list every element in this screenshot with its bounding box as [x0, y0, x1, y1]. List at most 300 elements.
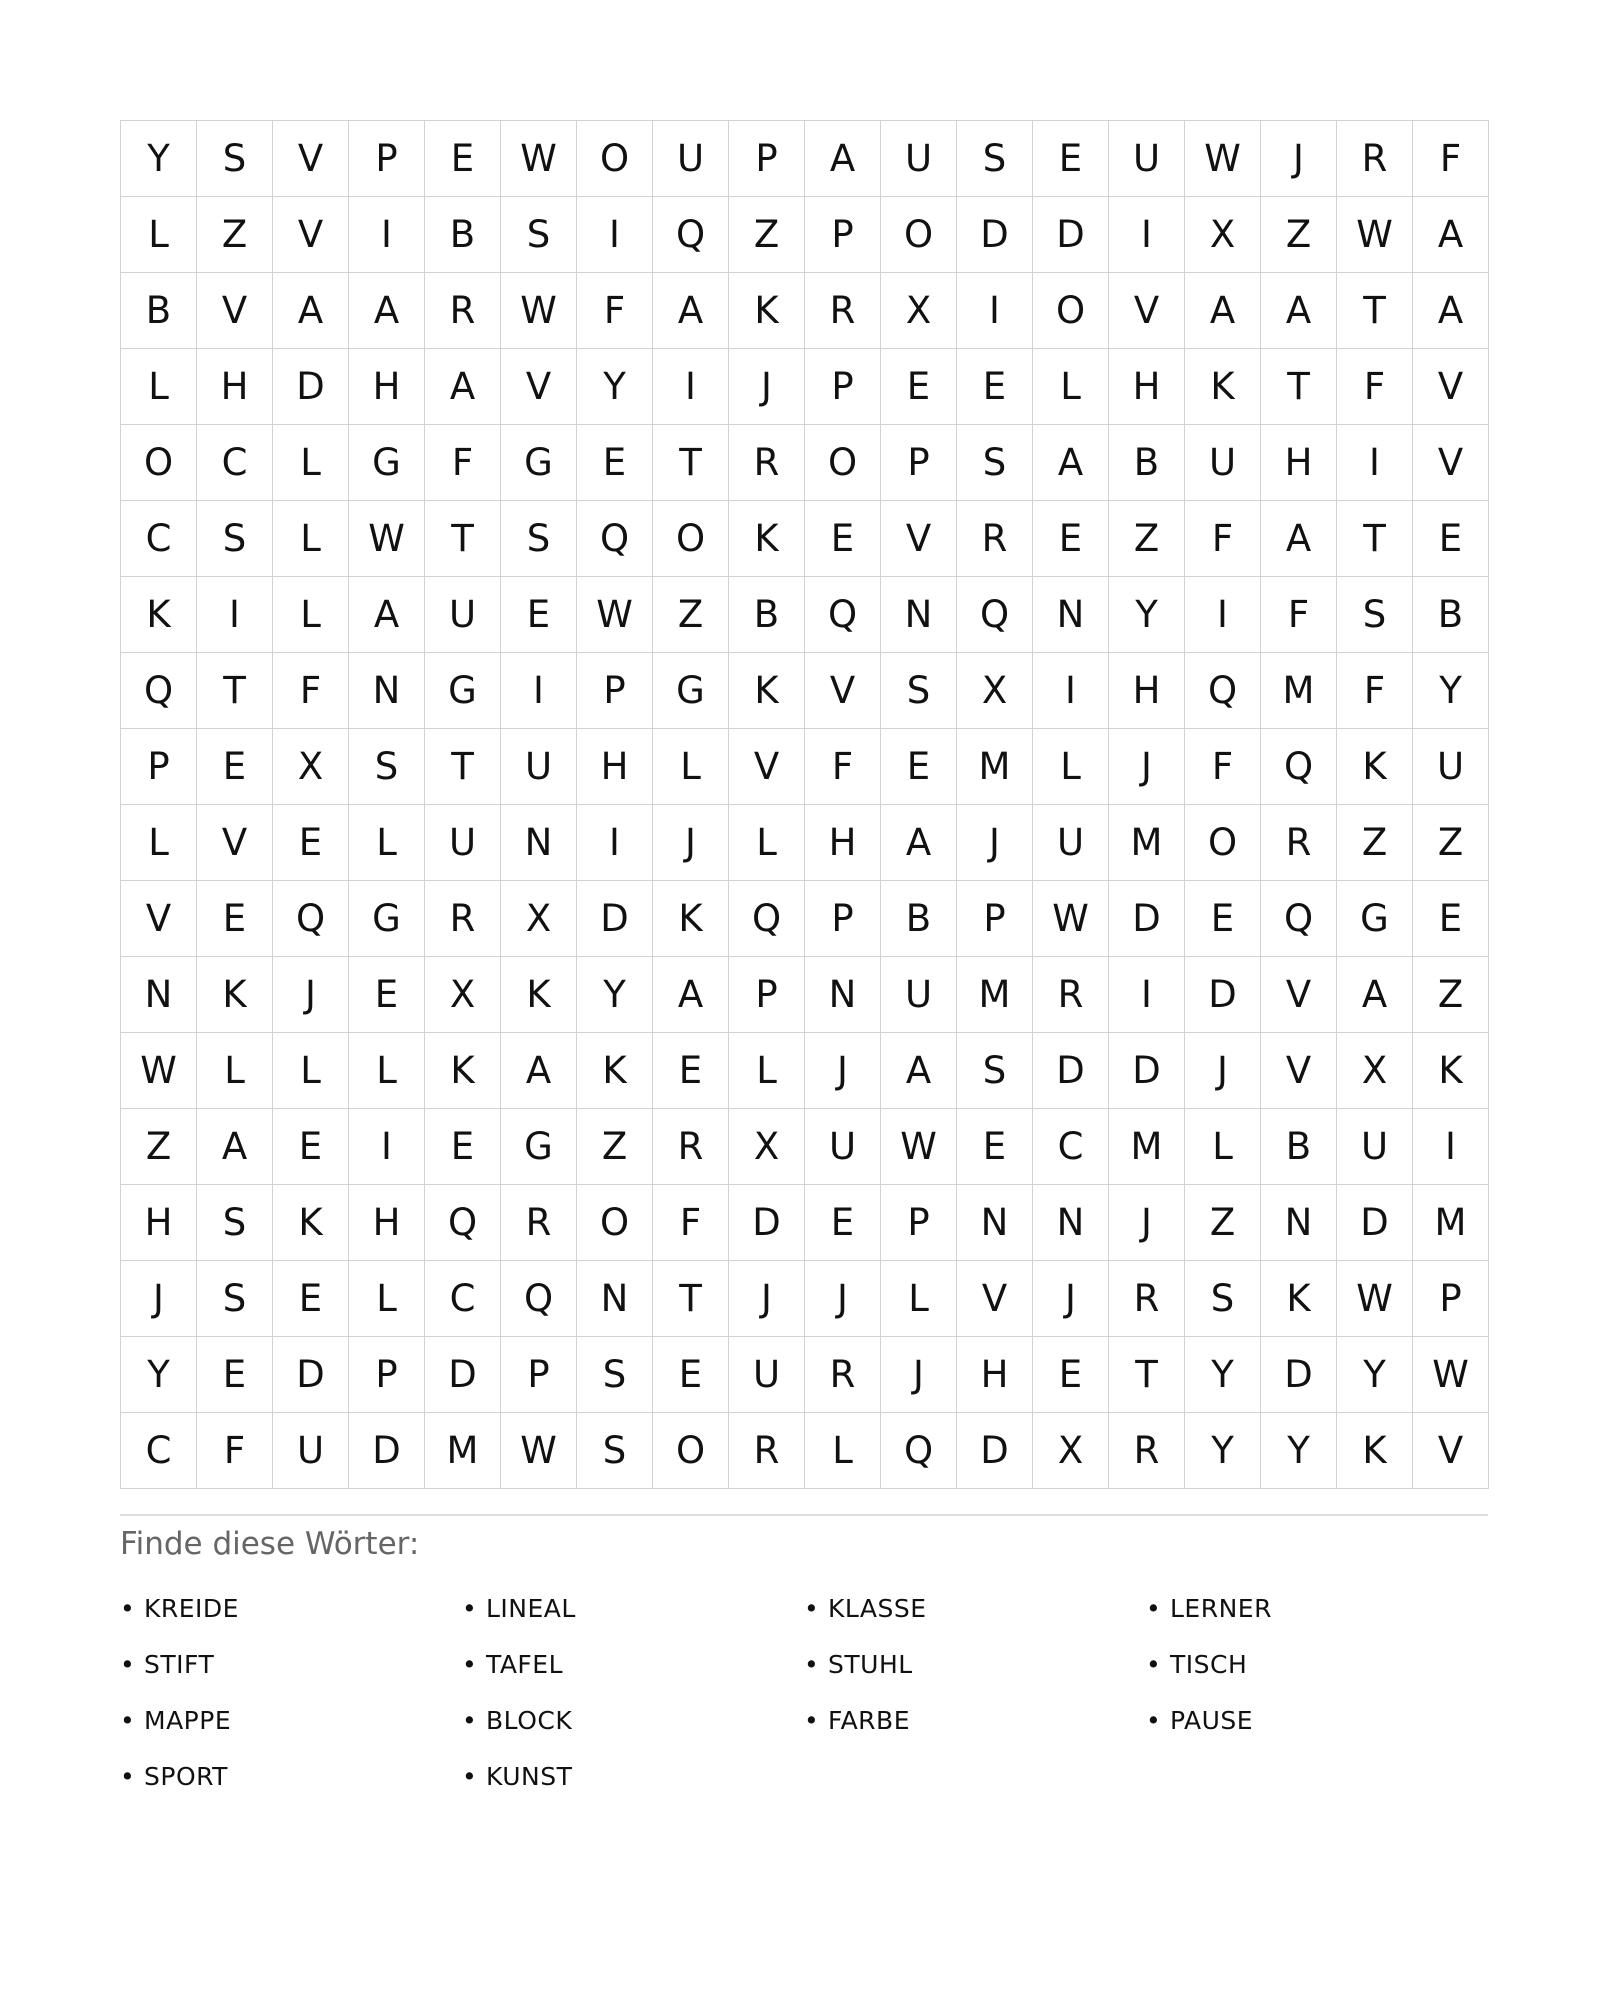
grid-cell[interactable]: D — [729, 1185, 805, 1261]
grid-cell[interactable]: Y — [121, 121, 197, 197]
grid-cell[interactable]: P — [501, 1337, 577, 1413]
grid-cell[interactable]: P — [1413, 1261, 1489, 1337]
grid-cell[interactable]: D — [1109, 881, 1185, 957]
grid-cell[interactable]: L — [1185, 1109, 1261, 1185]
grid-cell[interactable]: D — [349, 1413, 425, 1489]
grid-cell[interactable]: Q — [1185, 653, 1261, 729]
grid-cell[interactable]: B — [1413, 577, 1489, 653]
grid-cell[interactable]: W — [1337, 1261, 1413, 1337]
grid-cell[interactable]: W — [1413, 1337, 1489, 1413]
grid-cell[interactable]: D — [957, 197, 1033, 273]
grid-cell[interactable]: A — [273, 273, 349, 349]
grid-cell[interactable]: H — [1109, 349, 1185, 425]
grid-cell[interactable]: M — [425, 1413, 501, 1489]
grid-cell[interactable]: E — [273, 805, 349, 881]
grid-cell[interactable]: S — [1185, 1261, 1261, 1337]
grid-cell[interactable]: T — [653, 425, 729, 501]
grid-cell[interactable]: K — [1337, 729, 1413, 805]
grid-cell[interactable]: J — [881, 1337, 957, 1413]
grid-cell[interactable]: A — [653, 273, 729, 349]
grid-cell[interactable]: P — [805, 349, 881, 425]
grid-cell[interactable]: V — [197, 273, 273, 349]
grid-cell[interactable]: L — [805, 1413, 881, 1489]
grid-cell[interactable]: E — [881, 729, 957, 805]
grid-cell[interactable]: N — [1033, 577, 1109, 653]
grid-cell[interactable]: N — [957, 1185, 1033, 1261]
grid-cell[interactable]: E — [1413, 881, 1489, 957]
grid-cell[interactable]: R — [1109, 1413, 1185, 1489]
grid-cell[interactable]: K — [729, 273, 805, 349]
grid-cell[interactable]: R — [1033, 957, 1109, 1033]
grid-cell[interactable]: K — [197, 957, 273, 1033]
grid-cell[interactable]: H — [957, 1337, 1033, 1413]
grid-cell[interactable]: U — [1033, 805, 1109, 881]
grid-cell[interactable]: B — [1261, 1109, 1337, 1185]
grid-cell[interactable]: A — [349, 273, 425, 349]
grid-cell[interactable]: J — [729, 349, 805, 425]
grid-cell[interactable]: J — [1185, 1033, 1261, 1109]
grid-cell[interactable]: G — [653, 653, 729, 729]
grid-cell[interactable]: I — [197, 577, 273, 653]
grid-cell[interactable]: E — [653, 1337, 729, 1413]
grid-cell[interactable]: V — [273, 121, 349, 197]
grid-cell[interactable]: E — [805, 1185, 881, 1261]
grid-cell[interactable]: F — [273, 653, 349, 729]
grid-cell[interactable]: B — [121, 273, 197, 349]
grid-cell[interactable]: F — [425, 425, 501, 501]
grid-cell[interactable]: S — [957, 1033, 1033, 1109]
grid-cell[interactable]: P — [121, 729, 197, 805]
grid-cell[interactable]: Y — [121, 1337, 197, 1413]
grid-cell[interactable]: W — [1337, 197, 1413, 273]
grid-cell[interactable]: G — [501, 1109, 577, 1185]
grid-cell[interactable]: F — [1337, 653, 1413, 729]
grid-cell[interactable]: F — [197, 1413, 273, 1489]
grid-cell[interactable]: V — [729, 729, 805, 805]
grid-cell[interactable]: A — [1413, 273, 1489, 349]
grid-cell[interactable]: H — [1261, 425, 1337, 501]
grid-cell[interactable]: M — [957, 729, 1033, 805]
grid-cell[interactable]: S — [197, 121, 273, 197]
grid-cell[interactable]: U — [501, 729, 577, 805]
grid-cell[interactable]: I — [349, 197, 425, 273]
grid-cell[interactable]: B — [1109, 425, 1185, 501]
grid-cell[interactable]: U — [1413, 729, 1489, 805]
grid-cell[interactable]: X — [501, 881, 577, 957]
grid-cell[interactable]: J — [1109, 1185, 1185, 1261]
grid-cell[interactable]: G — [501, 425, 577, 501]
grid-cell[interactable]: I — [1413, 1109, 1489, 1185]
grid-cell[interactable]: A — [653, 957, 729, 1033]
grid-cell[interactable]: H — [349, 1185, 425, 1261]
grid-cell[interactable]: W — [501, 1413, 577, 1489]
grid-cell[interactable]: Y — [577, 957, 653, 1033]
grid-cell[interactable]: Z — [1337, 805, 1413, 881]
grid-cell[interactable]: J — [805, 1261, 881, 1337]
grid-cell[interactable]: Q — [1261, 729, 1337, 805]
grid-cell[interactable]: R — [729, 425, 805, 501]
grid-cell[interactable]: S — [577, 1413, 653, 1489]
grid-cell[interactable]: P — [729, 957, 805, 1033]
grid-cell[interactable]: U — [425, 805, 501, 881]
grid-cell[interactable]: D — [273, 1337, 349, 1413]
grid-cell[interactable]: S — [197, 1261, 273, 1337]
grid-cell[interactable]: G — [349, 881, 425, 957]
grid-cell[interactable]: U — [653, 121, 729, 197]
grid-cell[interactable]: R — [957, 501, 1033, 577]
grid-cell[interactable]: V — [957, 1261, 1033, 1337]
grid-cell[interactable]: K — [273, 1185, 349, 1261]
grid-cell[interactable]: L — [121, 349, 197, 425]
grid-cell[interactable]: N — [349, 653, 425, 729]
grid-cell[interactable]: P — [881, 1185, 957, 1261]
grid-cell[interactable]: L — [273, 1033, 349, 1109]
grid-cell[interactable]: L — [653, 729, 729, 805]
grid-cell[interactable]: R — [425, 273, 501, 349]
grid-cell[interactable]: E — [273, 1109, 349, 1185]
grid-cell[interactable]: P — [805, 197, 881, 273]
grid-cell[interactable]: E — [197, 729, 273, 805]
grid-cell[interactable]: K — [1413, 1033, 1489, 1109]
grid-cell[interactable]: V — [881, 501, 957, 577]
grid-cell[interactable]: L — [197, 1033, 273, 1109]
grid-cell[interactable]: S — [501, 197, 577, 273]
grid-cell[interactable]: O — [577, 121, 653, 197]
grid-cell[interactable]: Z — [197, 197, 273, 273]
grid-cell[interactable]: P — [577, 653, 653, 729]
grid-cell[interactable]: V — [805, 653, 881, 729]
grid-cell[interactable]: Y — [1413, 653, 1489, 729]
grid-cell[interactable]: N — [805, 957, 881, 1033]
grid-cell[interactable]: S — [1337, 577, 1413, 653]
grid-cell[interactable]: D — [1185, 957, 1261, 1033]
grid-cell[interactable]: G — [425, 653, 501, 729]
grid-cell[interactable]: V — [121, 881, 197, 957]
grid-cell[interactable]: R — [501, 1185, 577, 1261]
grid-cell[interactable]: O — [653, 1413, 729, 1489]
grid-cell[interactable]: R — [653, 1109, 729, 1185]
grid-cell[interactable]: R — [1261, 805, 1337, 881]
grid-cell[interactable]: I — [1109, 957, 1185, 1033]
grid-cell[interactable]: N — [881, 577, 957, 653]
grid-cell[interactable]: A — [1185, 273, 1261, 349]
grid-cell[interactable]: F — [577, 273, 653, 349]
grid-cell[interactable]: X — [273, 729, 349, 805]
grid-cell[interactable]: W — [1033, 881, 1109, 957]
grid-cell[interactable]: K — [729, 501, 805, 577]
grid-cell[interactable]: L — [349, 1033, 425, 1109]
grid-cell[interactable]: F — [1185, 501, 1261, 577]
grid-cell[interactable]: W — [881, 1109, 957, 1185]
grid-cell[interactable]: Q — [1261, 881, 1337, 957]
grid-cell[interactable]: Q — [121, 653, 197, 729]
grid-cell[interactable]: F — [1261, 577, 1337, 653]
grid-cell[interactable]: P — [729, 121, 805, 197]
grid-cell[interactable]: Y — [1109, 577, 1185, 653]
grid-cell[interactable]: J — [653, 805, 729, 881]
grid-cell[interactable]: C — [425, 1261, 501, 1337]
grid-cell[interactable]: N — [577, 1261, 653, 1337]
grid-cell[interactable]: E — [653, 1033, 729, 1109]
grid-cell[interactable]: Y — [1261, 1413, 1337, 1489]
grid-cell[interactable]: L — [881, 1261, 957, 1337]
grid-cell[interactable]: S — [197, 501, 273, 577]
grid-cell[interactable]: W — [577, 577, 653, 653]
grid-cell[interactable]: N — [1033, 1185, 1109, 1261]
grid-cell[interactable]: F — [1413, 121, 1489, 197]
grid-cell[interactable]: V — [1413, 1413, 1489, 1489]
grid-cell[interactable]: U — [273, 1413, 349, 1489]
grid-cell[interactable]: A — [197, 1109, 273, 1185]
grid-cell[interactable]: Y — [1185, 1413, 1261, 1489]
grid-cell[interactable]: R — [1109, 1261, 1185, 1337]
grid-cell[interactable]: E — [273, 1261, 349, 1337]
grid-cell[interactable]: K — [1185, 349, 1261, 425]
grid-cell[interactable]: S — [501, 501, 577, 577]
grid-cell[interactable]: N — [1261, 1185, 1337, 1261]
grid-cell[interactable]: Z — [577, 1109, 653, 1185]
grid-cell[interactable]: J — [729, 1261, 805, 1337]
grid-cell[interactable]: H — [197, 349, 273, 425]
grid-cell[interactable]: E — [501, 577, 577, 653]
grid-cell[interactable]: Q — [729, 881, 805, 957]
grid-cell[interactable]: L — [273, 425, 349, 501]
grid-cell[interactable]: P — [349, 1337, 425, 1413]
grid-cell[interactable]: B — [729, 577, 805, 653]
grid-cell[interactable]: L — [273, 577, 349, 653]
grid-cell[interactable]: M — [1109, 805, 1185, 881]
grid-cell[interactable]: Y — [1185, 1337, 1261, 1413]
grid-cell[interactable]: P — [805, 881, 881, 957]
grid-cell[interactable]: T — [1261, 349, 1337, 425]
grid-cell[interactable]: G — [1337, 881, 1413, 957]
grid-cell[interactable]: F — [653, 1185, 729, 1261]
grid-cell[interactable]: L — [121, 805, 197, 881]
grid-cell[interactable]: E — [1033, 1337, 1109, 1413]
grid-cell[interactable]: X — [957, 653, 1033, 729]
grid-cell[interactable]: U — [1109, 121, 1185, 197]
grid-cell[interactable]: U — [881, 957, 957, 1033]
grid-cell[interactable]: Q — [805, 577, 881, 653]
grid-cell[interactable]: Q — [881, 1413, 957, 1489]
grid-cell[interactable]: Q — [957, 577, 1033, 653]
grid-cell[interactable]: O — [805, 425, 881, 501]
grid-cell[interactable]: K — [1261, 1261, 1337, 1337]
grid-cell[interactable]: J — [1033, 1261, 1109, 1337]
grid-cell[interactable]: J — [805, 1033, 881, 1109]
grid-cell[interactable]: W — [349, 501, 425, 577]
grid-cell[interactable]: Z — [1413, 805, 1489, 881]
grid-cell[interactable]: Z — [1413, 957, 1489, 1033]
grid-cell[interactable]: D — [1337, 1185, 1413, 1261]
grid-cell[interactable]: X — [1033, 1413, 1109, 1489]
grid-cell[interactable]: L — [121, 197, 197, 273]
grid-cell[interactable]: U — [805, 1109, 881, 1185]
grid-cell[interactable]: E — [197, 1337, 273, 1413]
grid-cell[interactable]: A — [1033, 425, 1109, 501]
grid-cell[interactable]: F — [1337, 349, 1413, 425]
grid-cell[interactable]: I — [1337, 425, 1413, 501]
grid-cell[interactable]: L — [349, 805, 425, 881]
grid-cell[interactable]: K — [653, 881, 729, 957]
grid-cell[interactable]: Y — [577, 349, 653, 425]
grid-cell[interactable]: A — [425, 349, 501, 425]
grid-cell[interactable]: K — [501, 957, 577, 1033]
grid-cell[interactable]: Z — [653, 577, 729, 653]
grid-cell[interactable]: L — [1033, 729, 1109, 805]
grid-cell[interactable]: Q — [577, 501, 653, 577]
grid-cell[interactable]: H — [805, 805, 881, 881]
grid-cell[interactable]: D — [1109, 1033, 1185, 1109]
grid-cell[interactable]: B — [881, 881, 957, 957]
grid-cell[interactable]: H — [577, 729, 653, 805]
grid-cell[interactable]: R — [1337, 121, 1413, 197]
grid-cell[interactable]: E — [1413, 501, 1489, 577]
grid-cell[interactable]: M — [1413, 1185, 1489, 1261]
grid-cell[interactable]: O — [881, 197, 957, 273]
grid-cell[interactable]: E — [957, 349, 1033, 425]
grid-cell[interactable]: A — [1261, 273, 1337, 349]
grid-cell[interactable]: W — [501, 273, 577, 349]
grid-cell[interactable]: N — [121, 957, 197, 1033]
grid-cell[interactable]: V — [1261, 1033, 1337, 1109]
grid-cell[interactable]: X — [729, 1109, 805, 1185]
grid-cell[interactable]: Y — [1337, 1337, 1413, 1413]
grid-cell[interactable]: P — [881, 425, 957, 501]
grid-cell[interactable]: D — [425, 1337, 501, 1413]
grid-cell[interactable]: A — [1337, 957, 1413, 1033]
grid-cell[interactable]: E — [425, 121, 501, 197]
grid-cell[interactable]: O — [121, 425, 197, 501]
grid-cell[interactable]: S — [957, 121, 1033, 197]
grid-cell[interactable]: X — [425, 957, 501, 1033]
grid-cell[interactable]: V — [1413, 349, 1489, 425]
grid-cell[interactable]: B — [425, 197, 501, 273]
grid-cell[interactable]: V — [273, 197, 349, 273]
grid-cell[interactable]: D — [1261, 1337, 1337, 1413]
grid-cell[interactable]: E — [1033, 501, 1109, 577]
grid-cell[interactable]: O — [653, 501, 729, 577]
grid-cell[interactable]: V — [197, 805, 273, 881]
grid-cell[interactable]: O — [1033, 273, 1109, 349]
grid-cell[interactable]: M — [1261, 653, 1337, 729]
grid-cell[interactable]: R — [729, 1413, 805, 1489]
grid-cell[interactable]: C — [121, 1413, 197, 1489]
grid-cell[interactable]: I — [501, 653, 577, 729]
grid-cell[interactable]: J — [1261, 121, 1337, 197]
grid-cell[interactable]: V — [501, 349, 577, 425]
grid-cell[interactable]: L — [729, 805, 805, 881]
grid-cell[interactable]: K — [577, 1033, 653, 1109]
grid-cell[interactable]: M — [957, 957, 1033, 1033]
grid-cell[interactable]: C — [197, 425, 273, 501]
grid-cell[interactable]: X — [1185, 197, 1261, 273]
grid-cell[interactable]: I — [1185, 577, 1261, 653]
grid-cell[interactable]: S — [349, 729, 425, 805]
grid-cell[interactable]: Q — [501, 1261, 577, 1337]
grid-cell[interactable]: A — [349, 577, 425, 653]
grid-cell[interactable]: H — [121, 1185, 197, 1261]
grid-cell[interactable]: C — [121, 501, 197, 577]
grid-cell[interactable]: U — [729, 1337, 805, 1413]
grid-cell[interactable]: Z — [1109, 501, 1185, 577]
grid-cell[interactable]: O — [577, 1185, 653, 1261]
grid-cell[interactable]: G — [349, 425, 425, 501]
grid-cell[interactable]: R — [425, 881, 501, 957]
grid-cell[interactable]: A — [805, 121, 881, 197]
grid-cell[interactable]: Q — [273, 881, 349, 957]
grid-cell[interactable]: A — [881, 1033, 957, 1109]
grid-cell[interactable]: E — [349, 957, 425, 1033]
grid-cell[interactable]: Z — [121, 1109, 197, 1185]
grid-cell[interactable]: I — [349, 1109, 425, 1185]
grid-cell[interactable]: A — [1413, 197, 1489, 273]
grid-cell[interactable]: L — [273, 501, 349, 577]
grid-cell[interactable]: R — [805, 273, 881, 349]
grid-cell[interactable]: C — [1033, 1109, 1109, 1185]
grid-cell[interactable]: E — [957, 1109, 1033, 1185]
grid-cell[interactable]: T — [1337, 501, 1413, 577]
grid-cell[interactable]: K — [425, 1033, 501, 1109]
grid-cell[interactable]: S — [197, 1185, 273, 1261]
grid-cell[interactable]: D — [1033, 197, 1109, 273]
grid-cell[interactable]: U — [1337, 1109, 1413, 1185]
grid-cell[interactable]: D — [957, 1413, 1033, 1489]
grid-cell[interactable]: E — [805, 501, 881, 577]
grid-cell[interactable]: S — [577, 1337, 653, 1413]
grid-cell[interactable]: T — [425, 729, 501, 805]
grid-cell[interactable]: I — [1033, 653, 1109, 729]
grid-cell[interactable]: O — [1185, 805, 1261, 881]
grid-cell[interactable]: A — [881, 805, 957, 881]
grid-cell[interactable]: U — [881, 121, 957, 197]
grid-cell[interactable]: D — [1033, 1033, 1109, 1109]
grid-cell[interactable]: K — [729, 653, 805, 729]
grid-cell[interactable]: P — [349, 121, 425, 197]
grid-cell[interactable]: X — [1337, 1033, 1413, 1109]
grid-cell[interactable]: D — [577, 881, 653, 957]
grid-cell[interactable]: D — [273, 349, 349, 425]
grid-cell[interactable]: S — [881, 653, 957, 729]
grid-cell[interactable]: N — [501, 805, 577, 881]
grid-cell[interactable]: Q — [653, 197, 729, 273]
grid-cell[interactable]: U — [425, 577, 501, 653]
grid-cell[interactable]: J — [273, 957, 349, 1033]
grid-cell[interactable]: I — [653, 349, 729, 425]
grid-cell[interactable]: T — [653, 1261, 729, 1337]
grid-cell[interactable]: E — [881, 349, 957, 425]
grid-cell[interactable]: E — [1033, 121, 1109, 197]
grid-cell[interactable]: W — [121, 1033, 197, 1109]
grid-cell[interactable]: T — [1109, 1337, 1185, 1413]
grid-cell[interactable]: R — [805, 1337, 881, 1413]
grid-cell[interactable]: W — [501, 121, 577, 197]
grid-cell[interactable]: K — [1337, 1413, 1413, 1489]
grid-cell[interactable]: E — [1185, 881, 1261, 957]
grid-cell[interactable]: I — [577, 805, 653, 881]
grid-cell[interactable]: K — [121, 577, 197, 653]
grid-cell[interactable]: J — [1109, 729, 1185, 805]
grid-cell[interactable]: V — [1109, 273, 1185, 349]
grid-cell[interactable]: Z — [1185, 1185, 1261, 1261]
grid-cell[interactable]: E — [425, 1109, 501, 1185]
grid-cell[interactable]: V — [1261, 957, 1337, 1033]
grid-cell[interactable]: H — [1109, 653, 1185, 729]
grid-cell[interactable]: Z — [729, 197, 805, 273]
grid-cell[interactable]: Q — [425, 1185, 501, 1261]
grid-cell[interactable]: L — [349, 1261, 425, 1337]
grid-cell[interactable]: F — [1185, 729, 1261, 805]
